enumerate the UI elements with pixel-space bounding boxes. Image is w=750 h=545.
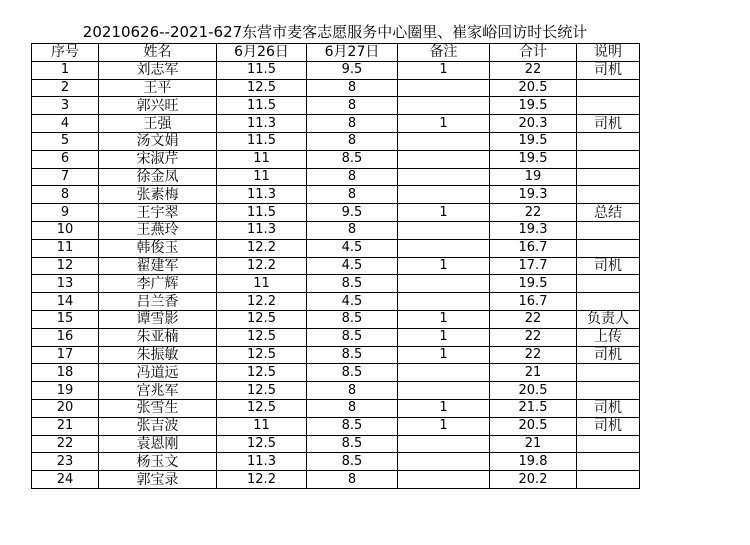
cell-remark: 1: [398, 399, 490, 417]
table-row: [32, 79, 640, 97]
cell-seq: 8: [32, 186, 99, 204]
cell-jun27: 8: [307, 382, 398, 400]
cell-seq: 19: [32, 382, 99, 400]
cell-remark: [398, 275, 490, 293]
cell-jun26: 12.5: [217, 435, 307, 453]
table-row: [32, 186, 640, 204]
cell-name: 朱亚楠: [99, 328, 217, 346]
cell-total: 20.5: [490, 417, 577, 435]
cell-total: 19: [490, 168, 577, 186]
cell-remark: 1: [398, 115, 490, 133]
cell-note: 上传: [577, 328, 640, 346]
cell-total: 19.8: [490, 453, 577, 471]
cell-jun26: 11.3: [217, 186, 307, 204]
table-row: [32, 168, 640, 186]
cell-note: [577, 435, 640, 453]
cell-note: [577, 364, 640, 382]
table-row: [32, 328, 640, 346]
header-row: [32, 44, 640, 62]
cell-jun26: 11: [217, 150, 307, 168]
cell-total: 20.3: [490, 115, 577, 133]
cell-remark: [398, 293, 490, 311]
cell-seq: 11: [32, 239, 99, 257]
cell-total: 19.3: [490, 186, 577, 204]
cell-jun27: 8: [307, 115, 398, 133]
cell-remark: [398, 97, 490, 115]
cell-jun26: 11.5: [217, 97, 307, 115]
cell-total: 22: [490, 346, 577, 364]
cell-name: 朱振敏: [99, 346, 217, 364]
cell-total: 22: [490, 310, 577, 328]
cell-jun26: 11.3: [217, 115, 307, 133]
cell-note: [577, 453, 640, 471]
cell-jun27: 4.5: [307, 239, 398, 257]
cell-jun27: 8: [307, 97, 398, 115]
cell-remark: [398, 79, 490, 97]
table-row: [32, 399, 640, 417]
table-row: [32, 61, 640, 79]
cell-name: 张吉波: [99, 417, 217, 435]
cell-remark: 1: [398, 346, 490, 364]
cell-name: 李广辉: [99, 275, 217, 293]
cell-total: 16.7: [490, 293, 577, 311]
cell-note: [577, 97, 640, 115]
cell-jun27: 8: [307, 168, 398, 186]
table-row: [32, 275, 640, 293]
cell-name: 吕兰香: [99, 293, 217, 311]
cell-remark: 1: [398, 417, 490, 435]
cell-jun26: 11.5: [217, 61, 307, 79]
cell-jun27: 8: [307, 221, 398, 239]
cell-name: 宋淑芹: [99, 150, 217, 168]
table-row: [32, 453, 640, 471]
cell-note: [577, 471, 640, 489]
table-row: [32, 364, 640, 382]
cell-note: 司机: [577, 399, 640, 417]
cell-name: 汤文娟: [99, 132, 217, 150]
cell-name: 徐金凤: [99, 168, 217, 186]
table-row: [32, 417, 640, 435]
cell-jun27: 8.5: [307, 453, 398, 471]
cell-note: [577, 168, 640, 186]
cell-jun26: 11: [217, 275, 307, 293]
header-name: 姓名: [99, 44, 217, 62]
cell-remark: 1: [398, 61, 490, 79]
cell-name: 王宇翠: [99, 204, 217, 222]
cell-total: 19.5: [490, 97, 577, 115]
cell-total: 21.5: [490, 399, 577, 417]
cell-jun26: 11.3: [217, 221, 307, 239]
cell-name: 杨玉文: [99, 453, 217, 471]
cell-remark: [398, 239, 490, 257]
cell-note: [577, 150, 640, 168]
cell-remark: [398, 221, 490, 239]
cell-jun27: 8.5: [307, 275, 398, 293]
cell-jun26: 12.5: [217, 79, 307, 97]
volunteer-hours-table: [31, 43, 640, 489]
cell-remark: [398, 168, 490, 186]
cell-jun27: 8: [307, 186, 398, 204]
cell-name: 袁恩刚: [99, 435, 217, 453]
cell-jun27: 4.5: [307, 257, 398, 275]
cell-jun27: 8.5: [307, 150, 398, 168]
cell-jun26: 12.5: [217, 310, 307, 328]
table-row: [32, 257, 640, 275]
cell-jun27: 8: [307, 471, 398, 489]
cell-remark: [398, 150, 490, 168]
cell-seq: 10: [32, 221, 99, 239]
header-total: 合计: [490, 44, 577, 62]
cell-note: 负责人: [577, 310, 640, 328]
cell-jun26: 11.5: [217, 132, 307, 150]
cell-seq: 9: [32, 204, 99, 222]
cell-total: 21: [490, 364, 577, 382]
cell-total: 20.5: [490, 382, 577, 400]
cell-total: 19.5: [490, 275, 577, 293]
cell-remark: [398, 132, 490, 150]
cell-jun27: 8: [307, 132, 398, 150]
header-seq: 序号: [32, 44, 99, 62]
cell-name: 刘志军: [99, 61, 217, 79]
cell-name: 郭宝录: [99, 471, 217, 489]
cell-jun26: 12.5: [217, 328, 307, 346]
cell-name: 王平: [99, 79, 217, 97]
table-body: [32, 61, 640, 488]
cell-note: [577, 239, 640, 257]
cell-total: 22: [490, 204, 577, 222]
cell-seq: 4: [32, 115, 99, 133]
cell-total: 19.5: [490, 150, 577, 168]
cell-remark: [398, 471, 490, 489]
cell-jun27: 8.5: [307, 310, 398, 328]
table-row: [32, 346, 640, 364]
cell-jun26: 11.5: [217, 204, 307, 222]
cell-total: 20.2: [490, 471, 577, 489]
cell-seq: 13: [32, 275, 99, 293]
cell-jun26: 12.5: [217, 346, 307, 364]
cell-jun27: 8: [307, 79, 398, 97]
cell-note: 司机: [577, 115, 640, 133]
cell-seq: 2: [32, 79, 99, 97]
cell-remark: 1: [398, 204, 490, 222]
cell-jun27: 8.5: [307, 417, 398, 435]
cell-seq: 15: [32, 310, 99, 328]
cell-seq: 14: [32, 293, 99, 311]
cell-jun27: 4.5: [307, 293, 398, 311]
table-row: [32, 471, 640, 489]
cell-seq: 6: [32, 150, 99, 168]
cell-seq: 5: [32, 132, 99, 150]
cell-jun27: 9.5: [307, 61, 398, 79]
cell-name: 王强: [99, 115, 217, 133]
table-row: [32, 221, 640, 239]
cell-seq: 1: [32, 61, 99, 79]
cell-remark: [398, 453, 490, 471]
table-row: [32, 97, 640, 115]
cell-note: 司机: [577, 346, 640, 364]
cell-seq: 16: [32, 328, 99, 346]
cell-jun27: 8.5: [307, 346, 398, 364]
header-remark: 备注: [398, 44, 490, 62]
cell-name: 翟建军: [99, 257, 217, 275]
cell-jun26: 12.2: [217, 239, 307, 257]
cell-total: 17.7: [490, 257, 577, 275]
cell-jun26: 12.2: [217, 471, 307, 489]
cell-remark: [398, 364, 490, 382]
cell-name: 郭兴旺: [99, 97, 217, 115]
cell-remark: 1: [398, 328, 490, 346]
cell-total: 19.3: [490, 221, 577, 239]
cell-seq: 23: [32, 453, 99, 471]
table-row: [32, 382, 640, 400]
cell-note: 司机: [577, 257, 640, 275]
cell-jun26: 11: [217, 168, 307, 186]
cell-jun27: 8.5: [307, 328, 398, 346]
cell-jun27: 8.5: [307, 364, 398, 382]
cell-remark: [398, 435, 490, 453]
cell-total: 16.7: [490, 239, 577, 257]
cell-jun27: 9.5: [307, 204, 398, 222]
cell-seq: 17: [32, 346, 99, 364]
cell-name: 张素梅: [99, 186, 217, 204]
header-note: 说明: [577, 44, 640, 62]
cell-note: [577, 132, 640, 150]
cell-name: 宫兆军: [99, 382, 217, 400]
table-row: [32, 204, 640, 222]
cell-total: 19.5: [490, 132, 577, 150]
cell-total: 22: [490, 328, 577, 346]
cell-total: 22: [490, 61, 577, 79]
header-jun26: 6月26日: [217, 44, 307, 62]
cell-remark: [398, 186, 490, 204]
cell-seq: 22: [32, 435, 99, 453]
cell-note: [577, 79, 640, 97]
cell-note: [577, 293, 640, 311]
cell-jun26: 11: [217, 417, 307, 435]
cell-remark: 1: [398, 310, 490, 328]
table-row: [32, 310, 640, 328]
cell-jun26: 12.5: [217, 382, 307, 400]
cell-name: 王燕玲: [99, 221, 217, 239]
cell-jun26: 12.5: [217, 364, 307, 382]
table-row: [32, 132, 640, 150]
cell-jun27: 8: [307, 399, 398, 417]
cell-note: 司机: [577, 417, 640, 435]
cell-seq: 3: [32, 97, 99, 115]
cell-note: 司机: [577, 61, 640, 79]
table-row: [32, 150, 640, 168]
table-row: [32, 115, 640, 133]
cell-note: [577, 186, 640, 204]
table-row: [32, 435, 640, 453]
cell-seq: 24: [32, 471, 99, 489]
cell-seq: 20: [32, 399, 99, 417]
table-row: [32, 239, 640, 257]
cell-seq: 12: [32, 257, 99, 275]
cell-seq: 18: [32, 364, 99, 382]
cell-name: 张雪生: [99, 399, 217, 417]
cell-note: [577, 275, 640, 293]
cell-total: 20.5: [490, 79, 577, 97]
cell-note: [577, 382, 640, 400]
cell-seq: 21: [32, 417, 99, 435]
cell-jun26: 12.2: [217, 293, 307, 311]
cell-jun27: 8.5: [307, 435, 398, 453]
cell-name: 谭雪影: [99, 310, 217, 328]
table-row: [32, 293, 640, 311]
cell-jun26: 12.2: [217, 257, 307, 275]
cell-remark: [398, 382, 490, 400]
cell-note: [577, 221, 640, 239]
header-jun27: 6月27日: [307, 44, 398, 62]
cell-total: 21: [490, 435, 577, 453]
sheet-title: 20210626--2021-627东营市麦客志愿服务中心圈里、崔家峪回访时长统计: [82, 23, 588, 41]
cell-remark: 1: [398, 257, 490, 275]
cell-jun26: 12.5: [217, 399, 307, 417]
cell-name: 韩俊玉: [99, 239, 217, 257]
cell-jun26: 11.3: [217, 453, 307, 471]
cell-note: 总结: [577, 204, 640, 222]
cell-seq: 7: [32, 168, 99, 186]
cell-name: 冯道远: [99, 364, 217, 382]
